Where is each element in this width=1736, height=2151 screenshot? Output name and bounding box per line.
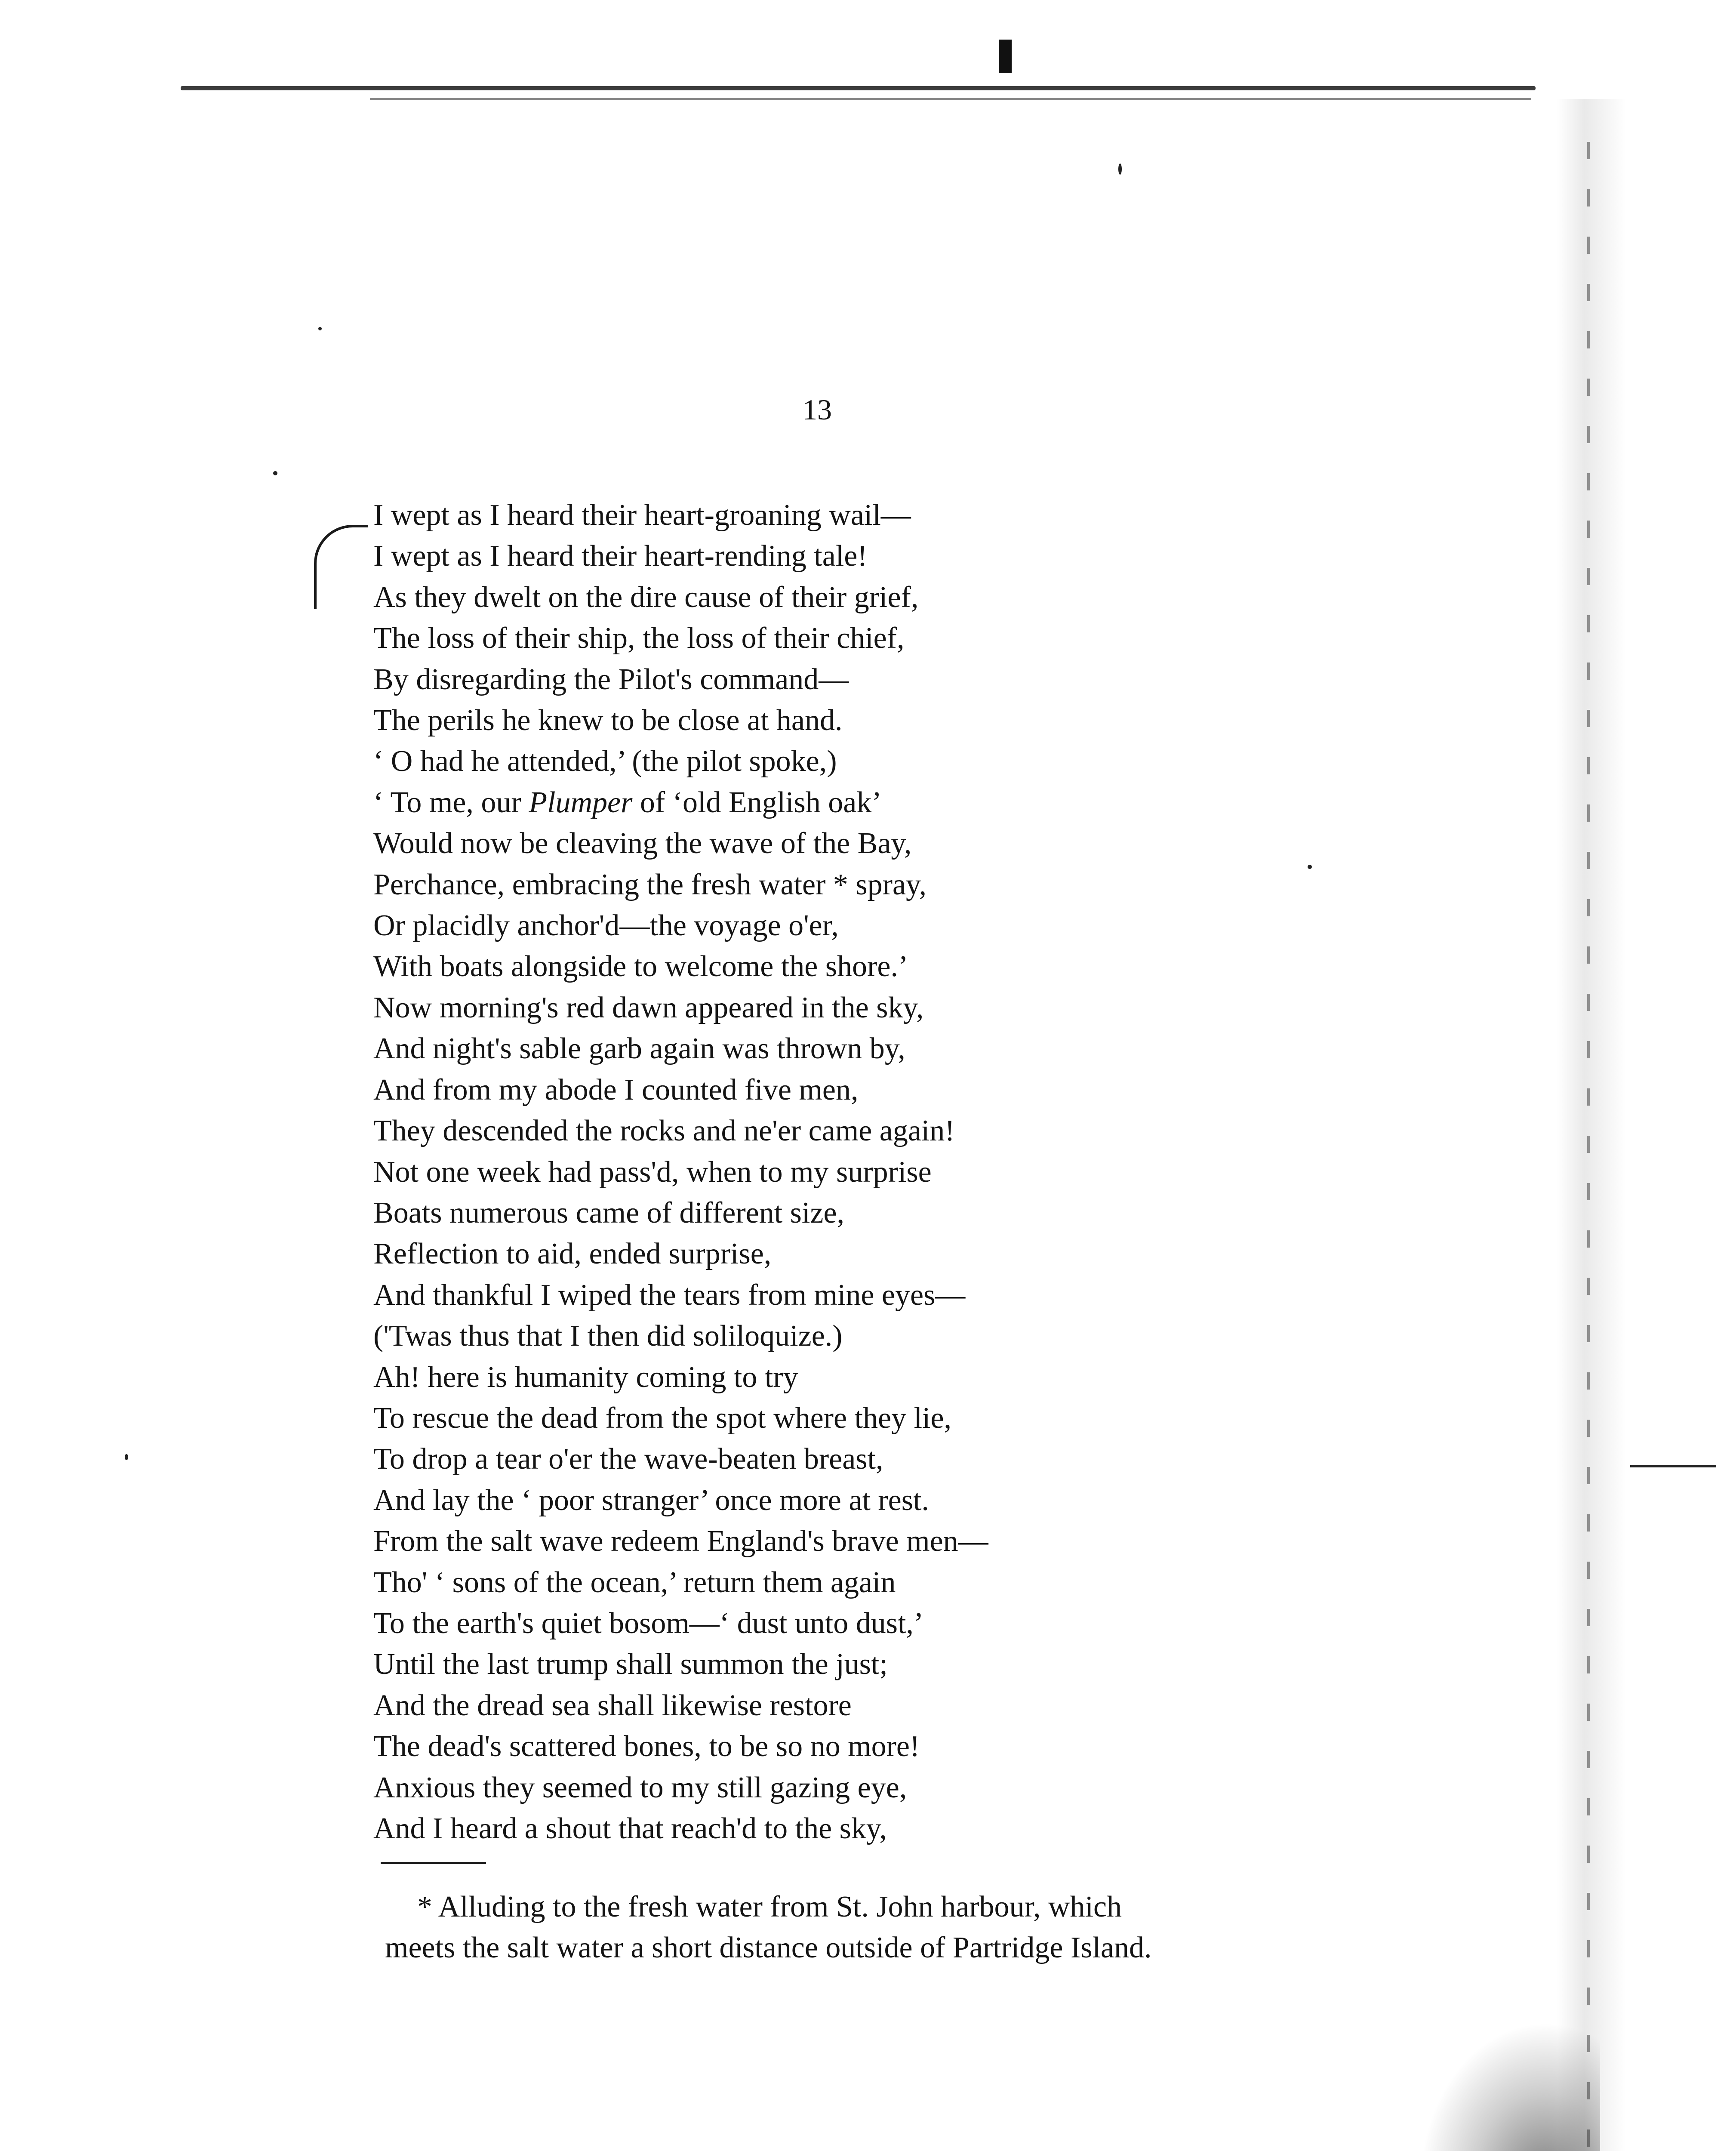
right-page-shadow (1557, 99, 1626, 2151)
scan-mark (999, 40, 1012, 73)
poem-line: From the salt wave redeem England's brave men— (373, 1525, 988, 1558)
page-number: 13 (803, 393, 832, 426)
poem-line: Now morning's red dawn appeared in the sky, (373, 991, 924, 1024)
poem-line: With boats alongside to welcome the shore.’ (373, 950, 908, 983)
ink-speck (318, 327, 322, 330)
poem-line: And the dread sea shall likewise restore (373, 1689, 852, 1722)
footnote-line: * Alluding to the fresh water from St. John harbour, which (417, 1890, 1122, 1923)
footnote (385, 1886, 1280, 1968)
poem-line: To the earth's quiet bosom—‘ dust unto dust,’ (373, 1606, 924, 1640)
poem-line: Or placidly anchor'd—the voyage o'er, (373, 909, 839, 943)
poem-line: And lay the ‘ poor stranger’ once more at rest. (373, 1483, 929, 1517)
poem-line: I wept as I heard their heart-rending tale! (373, 539, 868, 573)
poem-body (373, 495, 1320, 1849)
poem-line: Would now be cleaving the wave of the Bay, (373, 827, 912, 860)
poem-line: The perils he knew to be close at hand. (373, 704, 843, 737)
poem-line: Not one week had pass'd, when to my surprise (373, 1155, 932, 1189)
poem-line: By disregarding the Pilot's command— (373, 663, 849, 696)
ink-speck (1118, 163, 1122, 175)
poem-line: As they dwelt on the dire cause of their grief, (373, 580, 919, 614)
poem-line: And thankful I wiped the tears from mine eyes— (373, 1278, 966, 1312)
poem-line: And I heard a shout that reach'd to the sky, (373, 1812, 887, 1845)
poem-line: ‘ To me, our Plumper of ‘old English oak’ (373, 786, 882, 819)
poem-line: The dead's scattered bones, to be so no more! (373, 1730, 920, 1763)
poem-line: Boats numerous came of different size, (373, 1196, 845, 1230)
poem-line: Ah! here is humanity coming to try (373, 1360, 798, 1394)
poem-line: Until the last trump shall summon the just; (373, 1648, 888, 1681)
poem-line: I wept as I heard their heart-groaning wail— (373, 499, 911, 532)
poem-line: Reflection to aid, ended surprise, (373, 1237, 772, 1271)
footnote-line: meets the salt water a short distance outside of Partridge Island. (385, 1931, 1152, 1964)
handwritten-bracket (314, 525, 368, 609)
right-page-border (1587, 142, 1590, 2151)
poem-line: The loss of their ship, the loss of their chief, (373, 622, 905, 655)
poem-line: And from my abode I counted five men, (373, 1073, 859, 1106)
poem-line: ‘ O had he attended,’ (the pilot spoke,) (373, 745, 837, 778)
ink-speck (125, 1454, 128, 1460)
poem-line: They descended the rocks and ne'er came again! (373, 1114, 955, 1148)
poem-line: Perchance, embracing the fresh water * spray, (373, 868, 926, 901)
poem-line: To rescue the dead from the spot where they lie, (373, 1401, 952, 1435)
poem-line: And night's sable garb again was thrown by, (373, 1032, 905, 1066)
poem-line: Anxious they seemed to my still gazing eye, (373, 1771, 907, 1804)
top-edge-rule (181, 86, 1536, 90)
poem-line: To drop a tear o'er the wave-beaten breast, (373, 1442, 883, 1476)
ink-speck (273, 471, 277, 475)
top-edge-rule-thin (370, 98, 1531, 100)
ship-name: Plumper (529, 786, 633, 819)
poem-line: Tho' ‘ sons of the ocean,’ return them again (373, 1565, 896, 1599)
footnote-divider (381, 1862, 486, 1864)
corner-damage (1419, 2022, 1600, 2151)
right-margin-rule (1630, 1465, 1716, 1467)
poem-line: ('Twas thus that I then did soliloquize.) (373, 1319, 843, 1353)
